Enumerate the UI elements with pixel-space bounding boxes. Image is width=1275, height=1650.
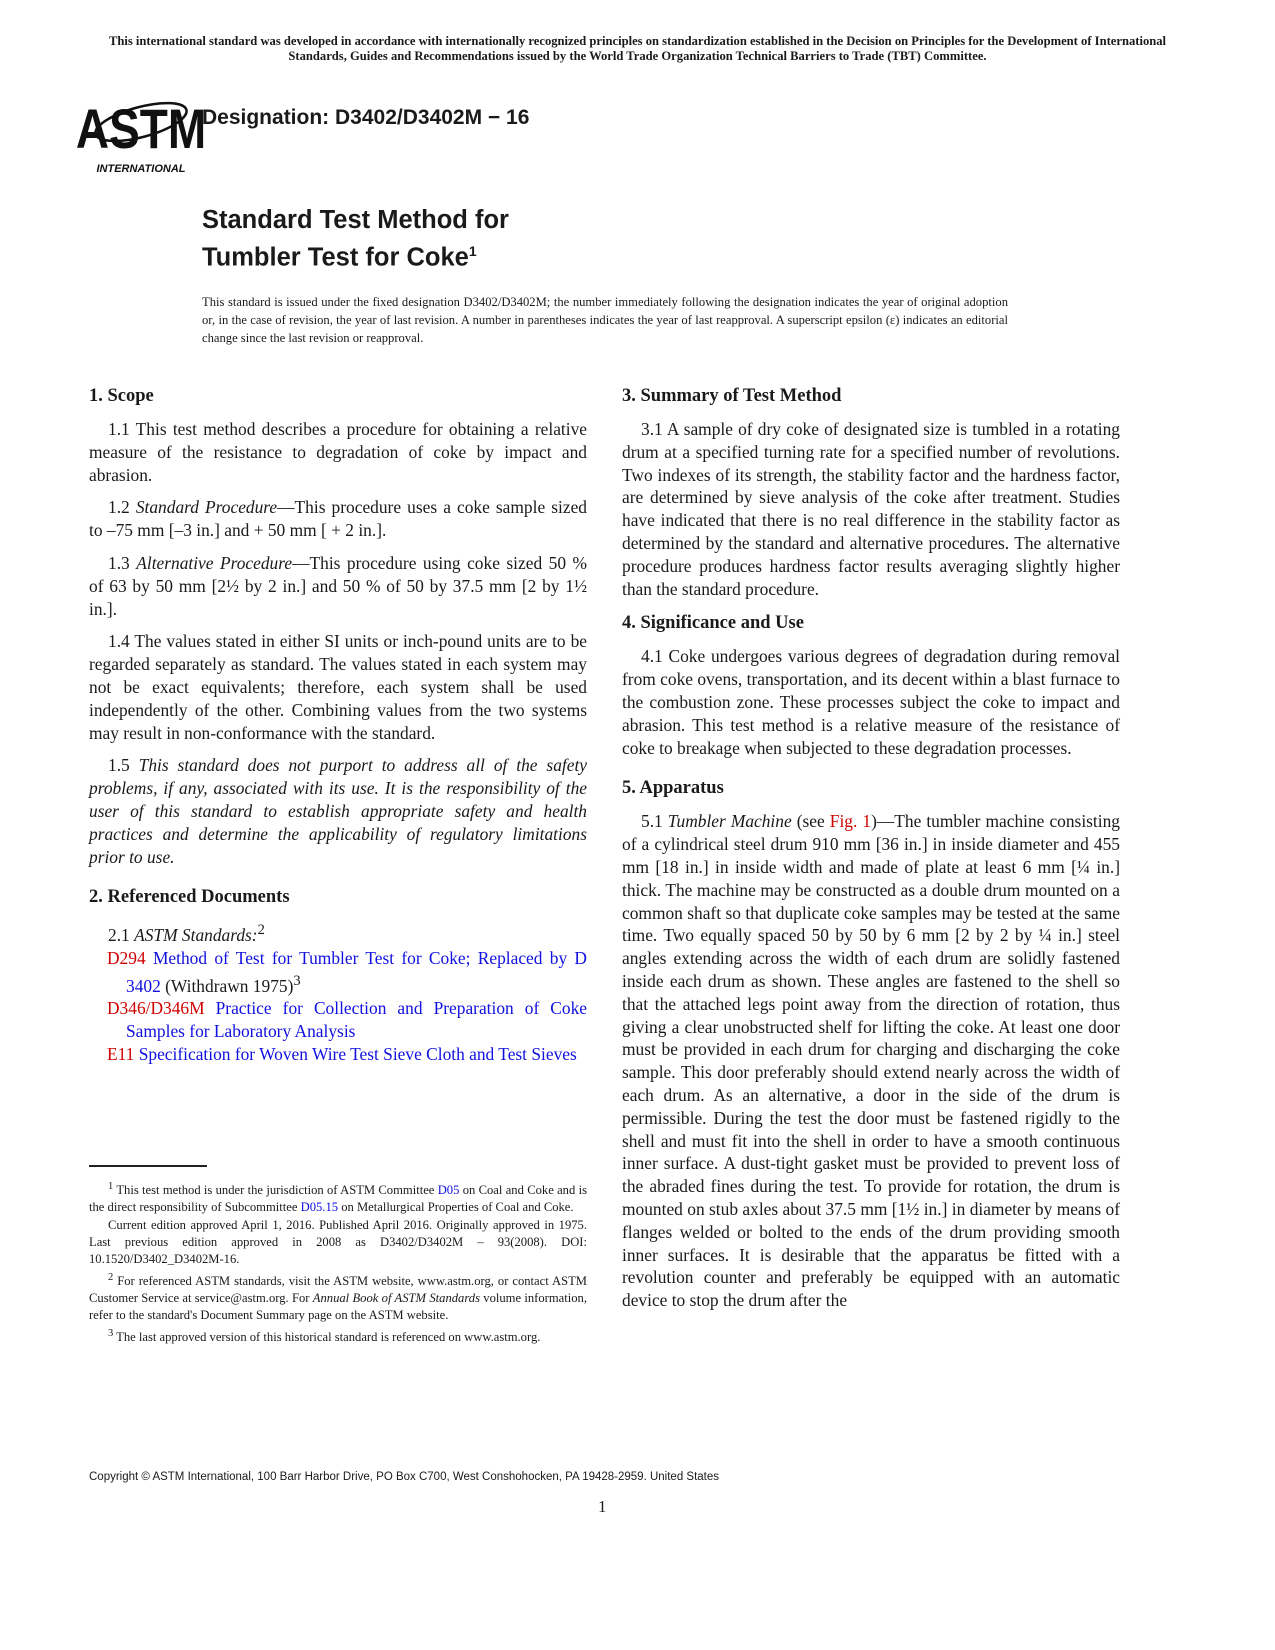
paragraph-3-1: 3.1 A sample of dry coke of designated size is tumbled in a rotating drum at a specified turning rate for a specified number of revolutions. Two indexes of its strength, the stability factor and the hardness factor, are determined by sieve analysis of the coke after treatment. Studies have indicated that there is no real difference in the stability factor as determined by the standard and alternative procedures. The alternative procedure produces hardness factor results averaging slightly higher than the standard procedure. (622, 419, 1120, 599)
logo-subtext: INTERNATIONAL (96, 163, 186, 175)
page-number: 1 (598, 1497, 607, 1516)
paragraph-5-1 (622, 810, 1120, 1312)
paragraph-4-1: 4.1 Coke undergoes various degrees of degradation during removal from coke ovens, transportation, and its decent within a blast furnace to the combustion zone. These processes subject the coke to impact and abrasion. This test method is a relative measure of the resistance of coke to breakage when subjected to these degradation processes. (622, 646, 1120, 758)
footnote-1 (89, 1178, 587, 1217)
footnote-3 (89, 1325, 587, 1346)
section-heading-significance: 4. Significance and Use (622, 613, 804, 634)
link-text[interactable]: D346/D346M (107, 998, 205, 1019)
link-text[interactable]: Method of Test for Tumbler Test for Coke; Replaced by D 3402 (126, 947, 587, 996)
text-segment: on Coal and Coke and is the direct responsibility of Subcommittee (89, 1183, 587, 1215)
title-line-2: Tumbler Test for Coke (202, 243, 469, 272)
text-segment: 5.1 (641, 811, 668, 832)
text-segment: on Metallurgical Properties of Coal and Coke. (338, 1200, 574, 1215)
text-segment: Tumbler Machine (667, 811, 792, 832)
text-segment: volume information, refer to the standard's Document Summary page on the ASTM website. (89, 1291, 587, 1323)
footnote-mark: 3 (108, 1327, 114, 1339)
footnote-mark: 3 (293, 972, 301, 989)
section-heading-referenced-documents: 2. Referenced Documents (89, 887, 290, 908)
text-segment: 2.1 (108, 925, 135, 946)
section-heading-apparatus: 5. Apparatus (622, 778, 724, 799)
logo-text: ASTM (75, 98, 207, 160)
paragraph-1-4: 1.4 The values stated in either SI units or inch-pound units are to be regarded separately as standard. The values stated in each system may not be exact equivalents; therefore, each system shall be used independently of the other. Combining values from the two systems may result in non-conformance with the standard. (89, 631, 587, 743)
left-column (89, 385, 587, 1066)
reference-e11[interactable] (89, 1043, 587, 1066)
reference-d294[interactable] (89, 947, 587, 997)
link-text[interactable]: D05 (437, 1183, 460, 1198)
wto-notice: This international standard was developed in accordance with internationally recognized principles on standardization established in the Decision on Principles for the Development of International Standards, Guides and Recommendations issued by the World Trade Organization Technical Barriers to Trade (TBT) Committee. (108, 34, 1167, 63)
paragraph-2-1 (89, 919, 587, 947)
designation: Designation: D3402/D3402M − 16 (202, 106, 530, 129)
issued-note: This standard is issued under the fixed designation D3402/D3402M; the number immediately following the designation indicates the year of original adoption or, in the case of revision, the year of last revision. A number in parentheses indicates the year of last reapproval. A superscript epsilon (ε) indicates an editorial change since the last revision or reapproval. (202, 295, 1008, 345)
paragraph-1-1: 1.1 This test method describes a procedure for obtaining a relative measure of the resistance to degradation of coke by impact and abrasion. (89, 419, 587, 485)
section-heading-scope: 1. Scope (89, 386, 154, 406)
right-column (622, 385, 1120, 1322)
footnote-mark: 2 (257, 922, 265, 939)
link-text[interactable]: D294 (107, 947, 146, 968)
section-heading-summary: 3. Summary of Test Method (622, 386, 842, 406)
text-segment: )—The tumbler machine consisting of a cylindrical steel drum 910 mm [36 in.] in inside diameter and 455 mm [18 in.] in inside width and made of plate at least 6 mm [¼ in.] thick. The machine may be constructed as a double drum mounted on a common shaft so that duplicate coke samples may be tested at the same time. Two equally spaced 50 by 50 by 6 mm [2 by 2 by ¼ in.] steel angles extending across the width of each drum are solidly fastened inside each drum as shown. These angles are fastened to the shell so that the attached legs point away from the direction of rotation, thus giving a clear unobstructed shelf for lifting the coke. At least one door must be provided in each drum for charging and discharging the coke sample. This door preferably should extend nearly across the width of each drum. As an alternative, a door in the side of the drum is permissible. During the test the door must be fastened rigidly to the shell and must fit into the shell in order to have a smooth continuous inner surface. A dust-tight gasket must be provided to prevent loss of the abraded fines during the test. To provide for rotation, the drum is mounted on stub axles about 37.5 mm [1½ in.] in diameter by means of flanges welded or bolted to the ends of the drum providing smooth inner surfaces. It is desirable that the apparatus be fitted with a revolution counter and preferably be equipped with an automatic device to stop the drum after the (622, 811, 1120, 1311)
text-segment: Alternative Procedure (136, 552, 293, 573)
text-segment: (see (791, 811, 830, 832)
title-line-1: Standard Test Method for (202, 206, 509, 234)
text-segment: Standard Procedure (135, 497, 278, 518)
paragraph-1-3 (89, 552, 587, 620)
text-segment: For referenced ASTM standards, visit the ASTM website, www.astm.org, or contact ASTM Customer Service at service@astm.org. For (89, 1273, 587, 1306)
footnote-mark: 1 (108, 1181, 114, 1192)
paragraph-1-2 (89, 496, 587, 542)
footnote-mark: 2 (108, 1271, 114, 1283)
paragraph-1-5 (89, 754, 587, 868)
link-text[interactable]: E11 (107, 1043, 135, 1064)
text-segment: —This procedure uses a coke sample sized to –75 mm [–3 in.] and + 50 mm [ + 2 in.]. (89, 497, 587, 541)
text-segment: 1.5 (108, 755, 139, 776)
footnotes (89, 1178, 587, 1346)
text-segment: Current edition approved April 1, 2016. Published April 2016. Originally approved in 1975. Last previous edition approved in 2008 as D3402/D3402M – 93(2008). DOI: 10.1520/D3402_D3402M-16. (89, 1217, 587, 1267)
text-segment: The last approved version of this historical standard is referenced on www.astm.org. (113, 1329, 541, 1344)
astm-logo (75, 84, 207, 176)
link-text[interactable]: D05.15 (300, 1200, 339, 1215)
text-segment: 1.3 (108, 552, 137, 573)
text-segment: —This procedure using coke sized 50 % of 63 by 50 mm [2½ by 2 in.] and 50 % of 50 by 37.5 mm [2 by 1½ in.]. (89, 552, 587, 619)
footnote-divider (89, 1165, 207, 1167)
link-text[interactable]: Practice for Collection and Preparation of Coke Samples for Laboratory Analysis (126, 998, 587, 1042)
reference-d346[interactable] (89, 997, 587, 1043)
footnote-2 (89, 1269, 587, 1325)
copyright-notice: Copyright © ASTM International, 100 Barr Harbor Drive, PO Box C700, West Conshohocken, PA 19428-2959. United States (89, 1471, 720, 1483)
document-title (202, 205, 509, 274)
text-segment: 1.2 (108, 497, 136, 518)
text-segment: Annual Book of ASTM Standards (312, 1291, 480, 1306)
text-segment: ASTM Standards: (134, 925, 258, 946)
link-text[interactable]: Specification for Woven Wire Test Sieve Cloth and Test Sieves (134, 1043, 577, 1064)
footnote-edition (89, 1217, 587, 1269)
link-text[interactable]: Fig. 1 (829, 811, 872, 832)
text-segment: (Withdrawn 1975) (160, 975, 294, 996)
title-footnote-mark: 1 (468, 243, 477, 259)
text-segment: This test method is under the jurisdiction of ASTM Committee (113, 1183, 438, 1198)
text-segment: This standard does not purport to address all of the safety problems, if any, associated with its use. It is the responsibility of the user of this standard to establish appropriate safety and health practices and determine the applicability of regulatory limitations prior to use. (89, 755, 587, 867)
